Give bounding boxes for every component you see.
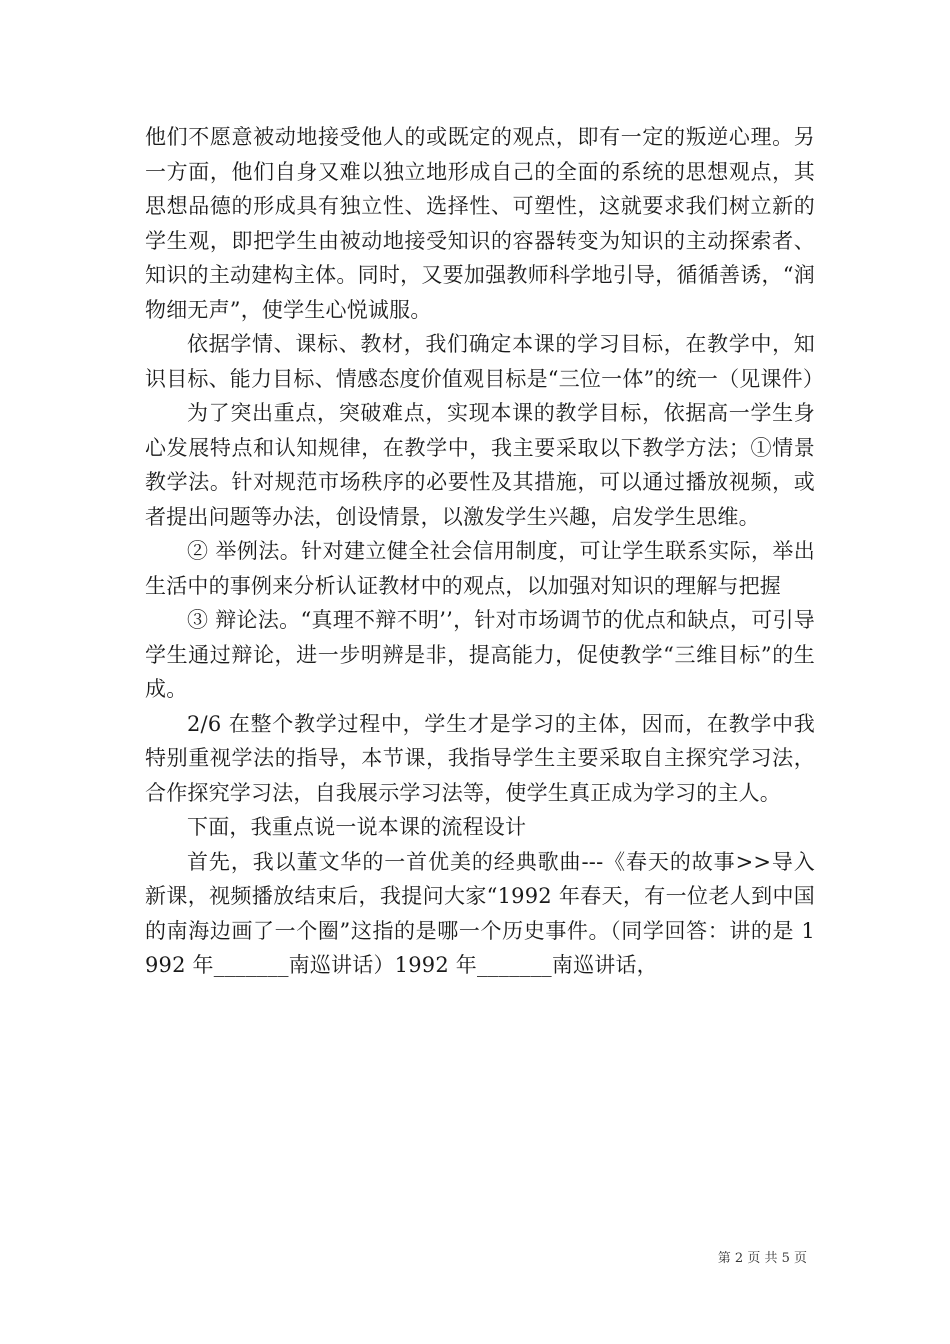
paragraph-5: ③ 辩论法。“真理不辩不明’’，针对市场调节的优点和缺点，可引导学生通过辩论，进一步明辨是非，提高能力，促使教学“三维目标”的生成。 bbox=[145, 608, 815, 701]
paragraph-6: 2/6 在整个教学过程中，学生才是学习的主体，因而，在教学中我特别重视学法的指导，本节课，我指导学生主要采取自主探究学习法，合作探究学习法，自我展示学习法等，使学生真正成为学习的主人。 bbox=[145, 711, 815, 805]
paragraph-3: 为了突出重点，突破难点，实现本课的教学目标，依据高一学生身心发展特点和认知规律，在教学中，我主要采取以下教学方法；①情景教学法。针对规范市场秩序的必要性及其措施，可以通过播放视频，或者提出问题等办法，创设情景，以激发学生兴趣，启发学生思维。 bbox=[145, 401, 815, 529]
page-number-footer: 第 2 页 共 5 页 bbox=[717, 1251, 807, 1266]
paragraph-7: 下面，我重点说一说本课的流程设计 bbox=[187, 815, 527, 839]
document-body bbox=[145, 120, 825, 983]
paragraph-2: 依据学情、课标、教材，我们确定本课的学习目标，在教学中，知识目标、能力目标、情感态度价值观目标是“三位一体”的统一（见课件） bbox=[145, 332, 825, 391]
paragraph-4: ② 举例法。针对建立健全社会信用制度，可让学生联系实际，举出生活中的事例来分析认证教材中的观点，以加强对知识的理解与把握 bbox=[145, 539, 815, 598]
paragraph-8: 首先，我以董文华的一首优美的经典歌曲---《春天的故事>>导入新课，视频播放结束后，我提问大家“1992 年春天，有一位老人到中国的南海边画了一个圈”这指的是哪一个历史事件。（同学回答：讲的是 1992 年_______南巡讲话）1992 年_______南巡讲话， bbox=[145, 849, 815, 977]
paragraph-1: 他们不愿意被动地接受他人的或既定的观点，即有一定的叛逆心理。另一方面，他们自身又难以独立地形成自己的全面的系统的思想观点，其思想品德的形成具有独立性、选择性、可塑性，这就要求我们树立新的学生观，即把学生由被动地接受知识的容器转变为知识的主动探索者、知识的主动建构主体。同时，又要加强教师科学地引导，循循善诱，“润物细无声”，使学生心悦诚服。 bbox=[145, 125, 815, 322]
